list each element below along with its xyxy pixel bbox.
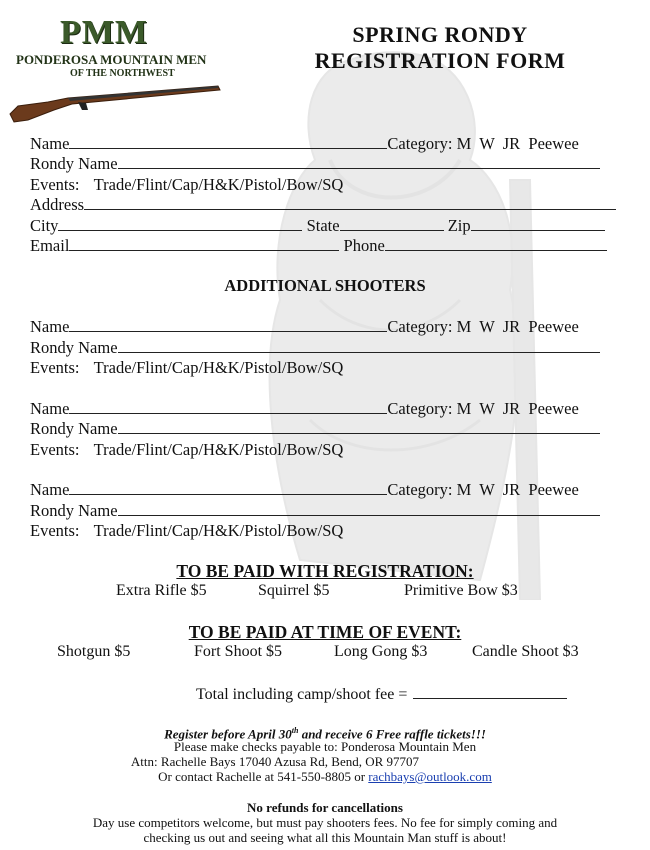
contact-text: Or contact Rachelle at 541-550-8805 or — [158, 769, 366, 784]
phone-label: Phone — [343, 236, 385, 255]
fee-extra-rifle: Extra Rifle $5 — [116, 582, 207, 599]
events-label: Events: — [30, 521, 80, 540]
state-input[interactable] — [340, 216, 444, 231]
city-state-zip-row — [30, 216, 605, 236]
city-input[interactable] — [58, 216, 302, 231]
fee-candle-shoot: Candle Shoot $3 — [472, 643, 579, 660]
name-input[interactable] — [69, 399, 387, 414]
fee-primitive-bow: Primitive Bow $3 — [404, 582, 518, 599]
name-input[interactable] — [69, 134, 387, 149]
rondy-name-row — [30, 154, 600, 174]
checks-payable-note: Please make checks payable to: Ponderosa Mountain Men — [173, 739, 477, 754]
events-options[interactable]: Trade/Flint/Cap/H&K/Pistol/Bow/SQ — [93, 521, 344, 540]
events-options[interactable]: Trade/Flint/Cap/H&K/Pistol/Bow/SQ — [93, 440, 344, 459]
category-label: Category: — [387, 317, 453, 336]
contact-line — [0, 769, 650, 784]
title-line-1: SPRING RONDY — [352, 22, 528, 47]
events-row — [30, 175, 343, 195]
address-label: Address — [30, 195, 85, 214]
zip-label: Zip — [447, 216, 471, 235]
shooter-3-events-row — [30, 440, 343, 460]
day-use-note-line-2: checking us out and seeing what all this Mountain Man stuff is about! — [143, 830, 507, 845]
shooter-3-name-row — [30, 399, 579, 419]
fee-squirrel: Squirrel $5 — [258, 582, 330, 599]
paid-with-registration-heading: TO BE PAID WITH REGISTRATION: — [176, 561, 474, 581]
form-title — [290, 22, 590, 74]
pmm-logo — [8, 14, 223, 114]
name-label: Name — [30, 134, 70, 153]
email-input[interactable] — [69, 236, 339, 251]
rondy-name-input[interactable] — [118, 501, 600, 516]
shooter-2-name-row — [30, 317, 579, 337]
events-options[interactable]: Trade/Flint/Cap/H&K/Pistol/Bow/SQ — [93, 175, 344, 194]
promo-text-after: and receive 6 Free raffle tickets!!! — [298, 726, 486, 742]
total-row — [196, 684, 567, 704]
name-input[interactable] — [69, 317, 387, 332]
state-label: State — [306, 216, 340, 235]
rondy-name-label: Rondy Name — [30, 154, 118, 173]
events-options[interactable]: Trade/Flint/Cap/H&K/Pistol/Bow/SQ — [93, 358, 344, 377]
logo-region: OF THE NORTHWEST — [70, 68, 175, 79]
shooter-4-name-row — [30, 480, 579, 500]
rondy-name-input[interactable] — [118, 338, 600, 353]
no-refunds-note: No refunds for cancellations — [247, 800, 403, 815]
contact-email-link[interactable]: rachbays@outlook.com — [368, 769, 492, 784]
name-input[interactable] — [69, 480, 387, 495]
rondy-name-label: Rondy Name — [30, 501, 118, 520]
total-input[interactable] — [413, 684, 567, 699]
shooter-2-rondy-name-row — [30, 338, 600, 358]
shooter-3-rondy-name-row — [30, 419, 600, 439]
name-label: Name — [30, 399, 70, 418]
shooter-2-events-row — [30, 358, 343, 378]
address-input[interactable] — [84, 195, 616, 210]
zip-input[interactable] — [471, 216, 605, 231]
events-label: Events: — [30, 175, 80, 194]
email-phone-row — [30, 236, 607, 256]
logo-organization-name: PONDEROSA MOUNTAIN MEN — [16, 52, 207, 67]
additional-shooters-heading: ADDITIONAL SHOOTERS — [224, 276, 426, 295]
rondy-name-label: Rondy Name — [30, 338, 118, 357]
events-label: Events: — [30, 358, 80, 377]
rifle-icon — [8, 76, 223, 124]
category-label: Category: — [387, 399, 453, 418]
day-use-note-line-1: Day use competitors welcome, but must pay shooters fees. No fee for simply coming and — [92, 815, 558, 830]
fee-long-gong: Long Gong $3 — [334, 643, 428, 660]
paid-at-event-heading: TO BE PAID AT TIME OF EVENT: — [188, 622, 462, 642]
events-label: Events: — [30, 440, 80, 459]
category-label: Category: — [387, 480, 453, 499]
fee-fort-shoot: Fort Shoot $5 — [194, 643, 283, 660]
total-label: Total including camp/shoot fee = — [196, 686, 408, 703]
logo-acronym: PMM — [60, 14, 148, 51]
title-line-2: REGISTRATION FORM — [314, 48, 566, 73]
phone-input[interactable] — [385, 236, 607, 251]
rondy-name-input[interactable] — [118, 154, 600, 169]
fee-shotgun: Shotgun $5 — [57, 643, 131, 660]
mailing-address: Attn: Rachelle Bays 17040 Azusa Rd, Bend, OR 97707 — [130, 754, 420, 769]
promo-suffix: th — [291, 726, 299, 735]
category-label: Category: — [387, 134, 453, 153]
category-options[interactable]: M W JR Peewee — [456, 480, 579, 499]
category-options[interactable]: M W JR Peewee — [456, 399, 579, 418]
category-options[interactable]: M W JR Peewee — [456, 134, 579, 153]
name-label: Name — [30, 317, 70, 336]
address-row — [30, 195, 616, 215]
name-label: Name — [30, 480, 70, 499]
promo-text-before: Register before April 30 — [164, 726, 292, 742]
rondy-name-label: Rondy Name — [30, 419, 118, 438]
rondy-name-input[interactable] — [118, 419, 600, 434]
city-label: City — [30, 216, 59, 235]
shooter-4-events-row — [30, 521, 343, 541]
name-row — [30, 134, 579, 154]
category-options[interactable]: M W JR Peewee — [456, 317, 579, 336]
shooter-4-rondy-name-row — [30, 501, 600, 521]
email-label: Email — [30, 236, 70, 255]
